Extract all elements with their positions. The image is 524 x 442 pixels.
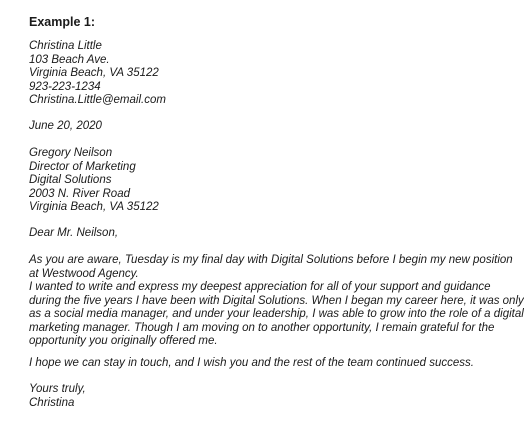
paragraph-1	[29, 254, 513, 281]
salutation-text: Dear Mr. Neilson,	[29, 227, 119, 239]
recipient-street: 2003 N. River Road	[29, 187, 130, 200]
salutation	[29, 227, 118, 241]
paragraph-3-line: I hope we can stay in touch, and I wish you and the rest of the team continued success.	[29, 357, 474, 369]
sender-address	[29, 40, 166, 108]
recipient-name: Gregory Neilson	[29, 147, 113, 159]
paragraph-2-line: during the five years I have been with Digital Solutions. When I began my career here, it was only	[29, 294, 524, 307]
sender-city-state-zip: Virginia Beach, VA 35122	[29, 67, 159, 80]
sender-phone: 923-223-1234	[29, 80, 101, 93]
signature-name: Christina	[29, 396, 75, 409]
paragraph-2-line: as a social media manager, and under your leadership, I was able to grow into the role of a digital	[29, 308, 524, 321]
recipient-title: Director of Marketing	[29, 160, 136, 173]
paragraph-1-line: at Westwood Agency.	[29, 267, 139, 280]
paragraph-2	[29, 281, 524, 349]
example-heading: Example 1:	[29, 15, 96, 29]
paragraph-2-line: opportunity you originally offered me.	[29, 335, 218, 348]
sender-street: 103 Beach Ave.	[29, 53, 110, 66]
recipient-company: Digital Solutions	[29, 174, 112, 187]
sender-name: Christina Little	[29, 40, 102, 52]
sign-off	[29, 383, 86, 410]
recipient-address	[29, 147, 159, 215]
paragraph-3	[29, 357, 474, 371]
paragraph-2-line: I wanted to write and express my deepest appreciation for all of your support and guidance	[29, 281, 491, 293]
paragraph-1-line: As you are aware, Tuesday is my final day with Digital Solutions before I begin my new position	[29, 254, 513, 266]
letter-date	[29, 120, 102, 134]
recipient-city-state-zip: Virginia Beach, VA 35122	[29, 201, 159, 214]
paragraph-2-line: marketing manager. Though I am moving on to another opportunity, I remain grateful for the	[29, 321, 495, 334]
date-text: June 20, 2020	[29, 120, 102, 132]
sender-email: Christina.Little@email.com	[29, 94, 166, 107]
closing-text: Yours truly,	[29, 383, 86, 395]
